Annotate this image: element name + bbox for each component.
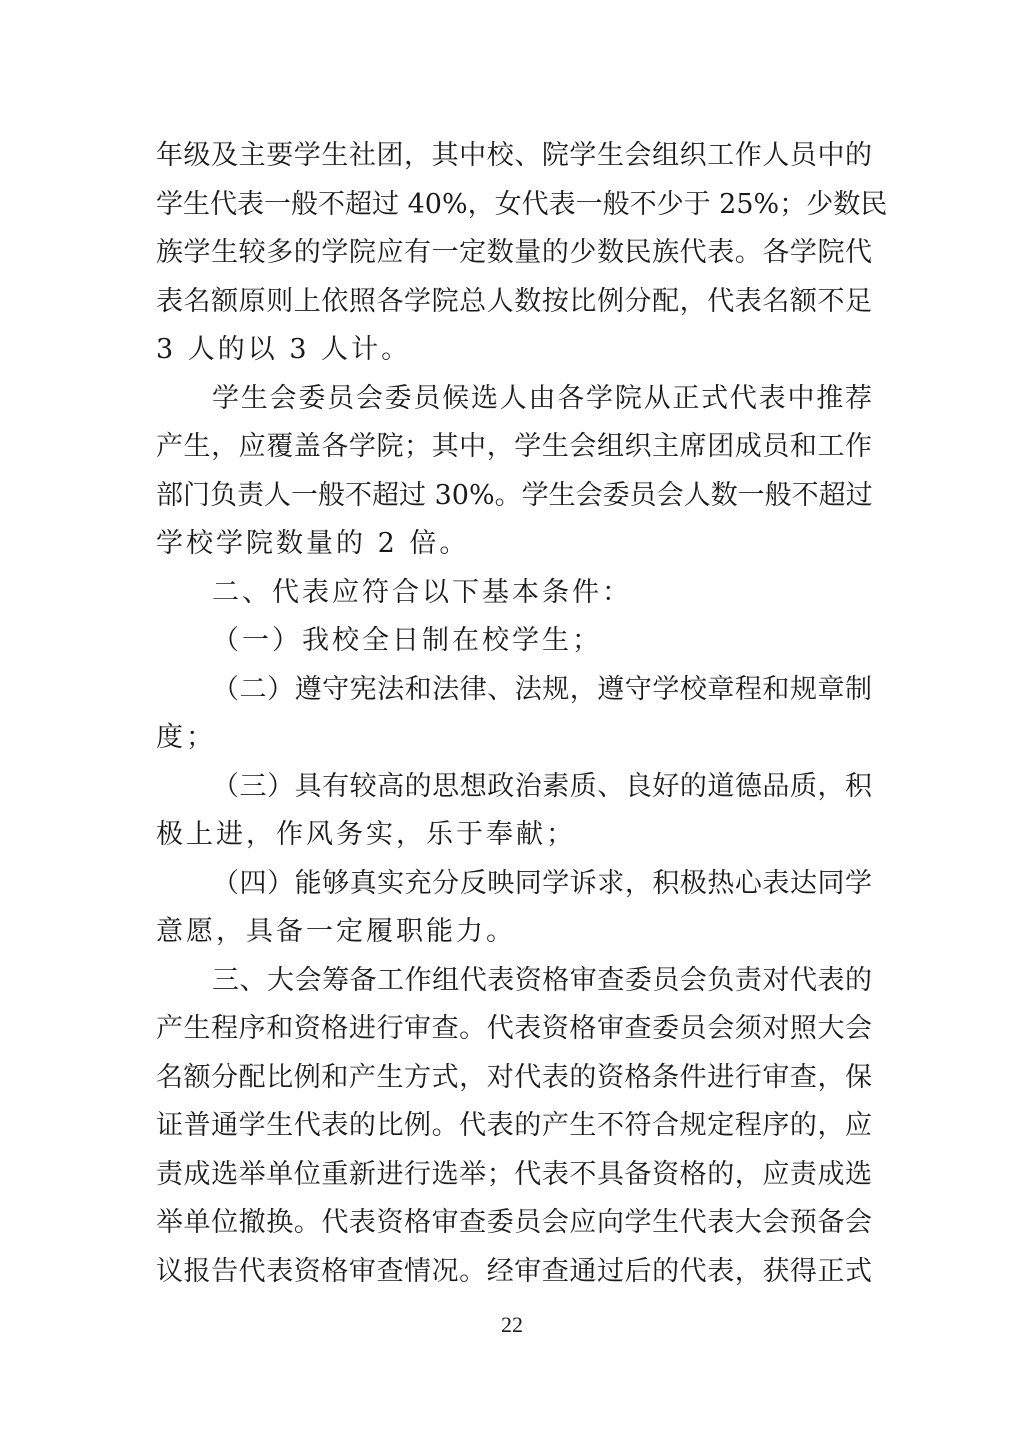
text-line: 举单位撤换。代表资格审查委员会应向学生代表大会预备会 — [156, 1207, 872, 1238]
text-line: 族学生较多的学院应有一定数量的少数民族代表。各学院代 — [156, 237, 872, 268]
text-line: 度； — [156, 722, 216, 753]
text-line: 产生程序和资格进行审查。代表资格审查委员会须对照大会 — [156, 1013, 872, 1044]
text-line: 年级及主要学生社团，其中校、院学生会组织工作人员中的 — [156, 140, 872, 171]
text-line: 二、代表应符合以下基本条件： — [212, 576, 632, 608]
text-line: 意愿，具备一定履职能力。 — [156, 916, 516, 947]
text-line: （一）我校全日制在校学生； — [212, 625, 602, 656]
text-line: 产生，应覆盖各学院；其中，学生会组织主席团成员和工作 — [156, 431, 872, 462]
text-line: 部门负责人一般不超过 30%。学生会委员会人数一般不超过 — [156, 479, 873, 511]
text-line: （二）遵守宪法和法律、法规，遵守学校章程和规章制 — [212, 673, 872, 705]
text-line: 表名额原则上依照各学院总人数按比例分配，代表名额不足 — [156, 285, 872, 317]
text-line: 证普通学生代表的比例。代表的产生不符合规定程序的，应 — [156, 1110, 872, 1141]
text-line: 三、大会筹备工作组代表资格审查委员会负责对代表的 — [212, 964, 872, 996]
text-line: 3 人的以 3 人计。 — [156, 334, 412, 365]
page-number: 22 — [501, 1312, 523, 1337]
body-text — [156, 132, 888, 1296]
text-line: 责成选举单位重新进行选举；代表不具备资格的，应责成选 — [156, 1158, 872, 1190]
text-line: 极上进，作风务实，乐于奉献； — [156, 819, 576, 850]
text-line: （三）具有较高的思想政治素质、良好的道德品质，积 — [212, 770, 872, 802]
text-line: 学生会委员会委员候选人由各学院从正式代表中推荐 — [212, 382, 872, 414]
text-line: 议报告代表资格审查情况。经审查通过后的代表，获得正式 — [156, 1255, 872, 1287]
text-line: （四）能够真实充分反映同学诉求，积极热心表达同学 — [212, 867, 872, 899]
text-line: 学生代表一般不超过 40%，女代表一般不少于 25%；少数民 — [156, 188, 888, 220]
text-line: 名额分配比例和产生方式，对代表的资格条件进行审查，保 — [156, 1061, 872, 1093]
text-line: 学校学院数量的 2 倍。 — [156, 528, 470, 559]
